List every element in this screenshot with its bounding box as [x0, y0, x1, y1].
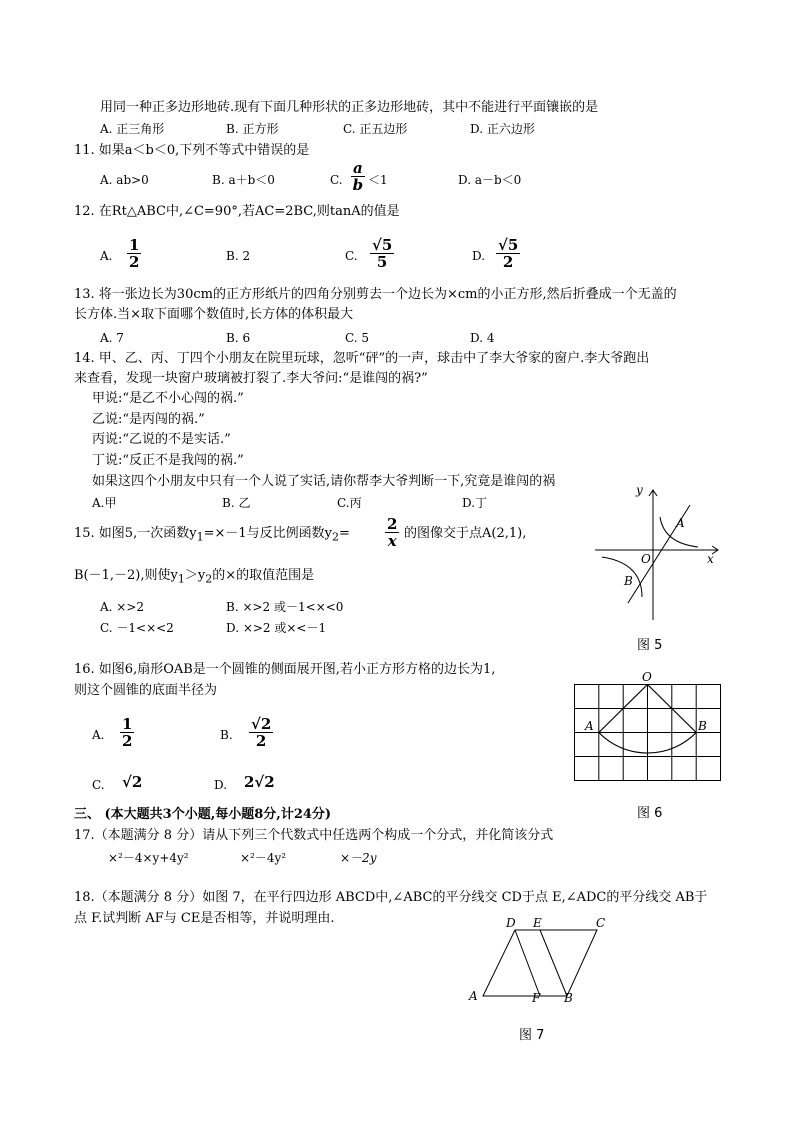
q13-option-b: B. 6 — [226, 331, 251, 345]
q13-line2: 长方体.当×取下面哪个数值时,长方体的体积最大 — [74, 307, 354, 322]
figure-6 — [574, 670, 724, 782]
figure-7 — [466, 914, 616, 1004]
q15-eq: = — [338, 526, 350, 541]
q13-option-a: A. 7 — [100, 331, 124, 345]
figure-5 — [590, 485, 725, 625]
q11-c-den: b — [352, 176, 364, 194]
q16-b-num: √2 — [251, 715, 272, 733]
q15-line2 — [74, 567, 314, 589]
fig6-label-a: A — [585, 719, 594, 733]
q16-b-den: 2 — [255, 732, 267, 750]
q12-option-b: B. 2 — [226, 249, 251, 263]
q14-option-b: B. 乙 — [222, 496, 251, 510]
q15-line2-sub2: 2 — [205, 572, 213, 586]
q15-line2-c: 的×的取值范围是 — [212, 568, 315, 583]
q14-line1: 14. 甲、乙、丙、丁四个小朋友在院里玩球，忽听“砰”的一声，球击中了李大爷家的窗户.李大爷跑出 — [74, 351, 650, 366]
fig7-parallelogram — [483, 930, 597, 996]
fig5-label-x: x — [707, 552, 714, 566]
q14-line2: 来查看，发现一块窗户玻璃被打裂了.李大爷问:“是谁闯的祸?” — [74, 371, 428, 386]
q15-sub1: 1 — [196, 530, 204, 544]
q12-a-fraction — [127, 237, 141, 270]
q12-option-d: D. — [472, 249, 486, 263]
q17-expr3: ×－2y — [340, 851, 377, 865]
q12-c-fraction — [370, 237, 394, 270]
q10-option-c: C. 正五边形 — [343, 122, 408, 136]
q12-a-den: 2 — [129, 253, 140, 271]
q11-c-num: a — [353, 159, 363, 177]
fig5-label-a: A — [676, 516, 685, 530]
fig5-label-o: O — [641, 552, 651, 566]
q12-d-fraction — [496, 237, 520, 270]
q15-line2-sub1: 1 — [177, 572, 185, 586]
q16-a-num: 1 — [122, 715, 133, 733]
fig7-label-d: D — [506, 916, 516, 930]
q16-option-c: C. — [92, 778, 105, 792]
q15-stem — [74, 525, 350, 547]
q15-sub2: 2 — [331, 530, 339, 544]
q10-option-b: B. 正方形 — [226, 122, 279, 136]
q15-frac-den: x — [387, 532, 397, 550]
q11-c-fraction — [351, 160, 365, 193]
fig5-caption: 图 5 — [637, 638, 663, 653]
q15-stem-c: 的图像交于点A(2,1), — [404, 526, 527, 541]
fig7-label-b: B — [564, 991, 573, 1005]
q15-stem-a: 15. 如图5,一次函数y — [74, 526, 197, 541]
q11-option-d: D. a－b＜0 — [458, 173, 522, 187]
q15-stem-b: =×－1与反比例函数y — [203, 526, 332, 541]
q16-line1: 16. 如图6,扇形OAB是一个圆锥的侧面展开图,若小正方形方格的边长为1, — [74, 662, 496, 677]
q13-option-c: C. 5 — [345, 331, 370, 345]
q15-fraction — [385, 516, 399, 549]
q17-stem: 17.（本题满分 8 分）请从下列三个代数式中任选两个构成一个分式，并化简该分式 — [74, 828, 554, 843]
q16-c-value: √2 — [122, 773, 143, 791]
q12-a-num: 1 — [129, 236, 140, 254]
q16-option-d: D. — [214, 778, 228, 792]
q15-option-a: A. ×>2 — [100, 600, 145, 614]
q10-stem: 用同一种正多边形地砖.现有下面几种形状的正多边形地砖，其中不能进行平面镶嵌的是 — [100, 100, 599, 115]
q15-frac-num: 2 — [387, 515, 398, 533]
fig7-label-a: A — [469, 989, 478, 1003]
q12-d-den: 2 — [502, 253, 514, 271]
q14-option-d: D.丁 — [462, 496, 488, 510]
fig7-caption: 图 7 — [519, 1028, 545, 1043]
q15-option-b: B. ×>2 或－1<×<0 — [226, 600, 344, 614]
q11-option-b: B. a＋b＜0 — [212, 173, 275, 187]
q12-c-den: 5 — [376, 253, 388, 271]
fig6-label-o: O — [642, 670, 652, 684]
q15-line2-a: B(－1,－2),则使y — [74, 568, 178, 583]
q13-option-d: D. 4 — [470, 331, 495, 345]
q11-option-a: A. ab>0 — [100, 173, 149, 187]
q16-line2: 则这个圆锥的底面半径为 — [74, 683, 218, 698]
q10-option-d: D. 正六边形 — [470, 122, 535, 136]
q14-ding: 丁说:“反正不是我闯的祸.” — [92, 453, 244, 468]
fig7-label-c: C — [596, 916, 606, 930]
q16-a-den: 2 — [122, 732, 133, 750]
q16-d-value: 2√2 — [244, 773, 275, 791]
q14-jia: 甲说:“是乙不小心闯的祸.” — [92, 391, 244, 406]
fig6-caption: 图 6 — [637, 806, 663, 821]
q10-option-a: A. 正三角形 — [100, 122, 165, 136]
q11-option-c: C. — [330, 173, 343, 187]
q14-bing: 丙说:“乙说的不是实话.” — [92, 432, 231, 447]
q12-option-c: C. — [345, 249, 358, 263]
fig5-label-b: B — [624, 574, 633, 588]
fig7-label-e: E — [533, 916, 542, 930]
q15-option-d: D. ×>2 或×<－1 — [226, 621, 327, 635]
q12-d-num: √5 — [498, 236, 519, 254]
q14-option-c: C.丙 — [337, 496, 362, 510]
q14-yi: 乙说:“是丙闯的祸.” — [92, 412, 205, 427]
q18-line2: 点 F.试判断 AF与 CE是否相等，并说明理由. — [74, 911, 335, 926]
q13-line1: 13. 将一张边长为30cm的正方形纸片的四角分别剪去一个边长为×cm的小正方形,然后折叠成一个无盖的 — [74, 287, 677, 302]
q16-a-fraction — [120, 716, 134, 749]
section3-title: 三、 (本大题共3个小题,每小题8分,计24分) — [74, 807, 332, 822]
fig7-label-f: F — [532, 991, 541, 1005]
q16-option-a: A. — [92, 728, 105, 742]
fig7-line-df — [515, 930, 540, 996]
q15-line2-b: ＞y — [184, 568, 206, 583]
fig6-label-b: B — [698, 719, 707, 733]
q12-c-num: √5 — [372, 236, 393, 254]
q17-expr2: ×²－4y² — [240, 851, 287, 865]
q17-expr1: ×²－4×y+4y² — [108, 851, 189, 865]
q16-option-b: B. — [220, 728, 233, 742]
fig5-label-y: y — [636, 483, 643, 497]
q12-option-a: A. — [100, 249, 113, 263]
q11-stem: 11. 如果a＜b＜0,下列不等式中错误的是 — [74, 143, 310, 158]
q15-option-c: C. －1<×<2 — [100, 621, 174, 635]
q18-line1: 18.（本题满分 8 分）如图 7，在平行四边形 ABCD中,∠ABC的平分线交 CD于点 E,∠ADC的平分线交 AB于 — [74, 890, 708, 905]
q12-stem: 12. 在Rt△ABC中,∠C=90°,若AC=2BC,则tanA的值是 — [74, 204, 400, 219]
fig7-line-eb — [540, 930, 567, 996]
q14-line7: 如果这四个小朋友中只有一个人说了实话,请你帮李大爷判断一下,究竟是谁闯的祸 — [92, 474, 556, 489]
q11-c-rhs: ＜1 — [368, 173, 388, 187]
q16-b-fraction — [249, 716, 273, 749]
q14-option-a: A.甲 — [92, 496, 117, 510]
